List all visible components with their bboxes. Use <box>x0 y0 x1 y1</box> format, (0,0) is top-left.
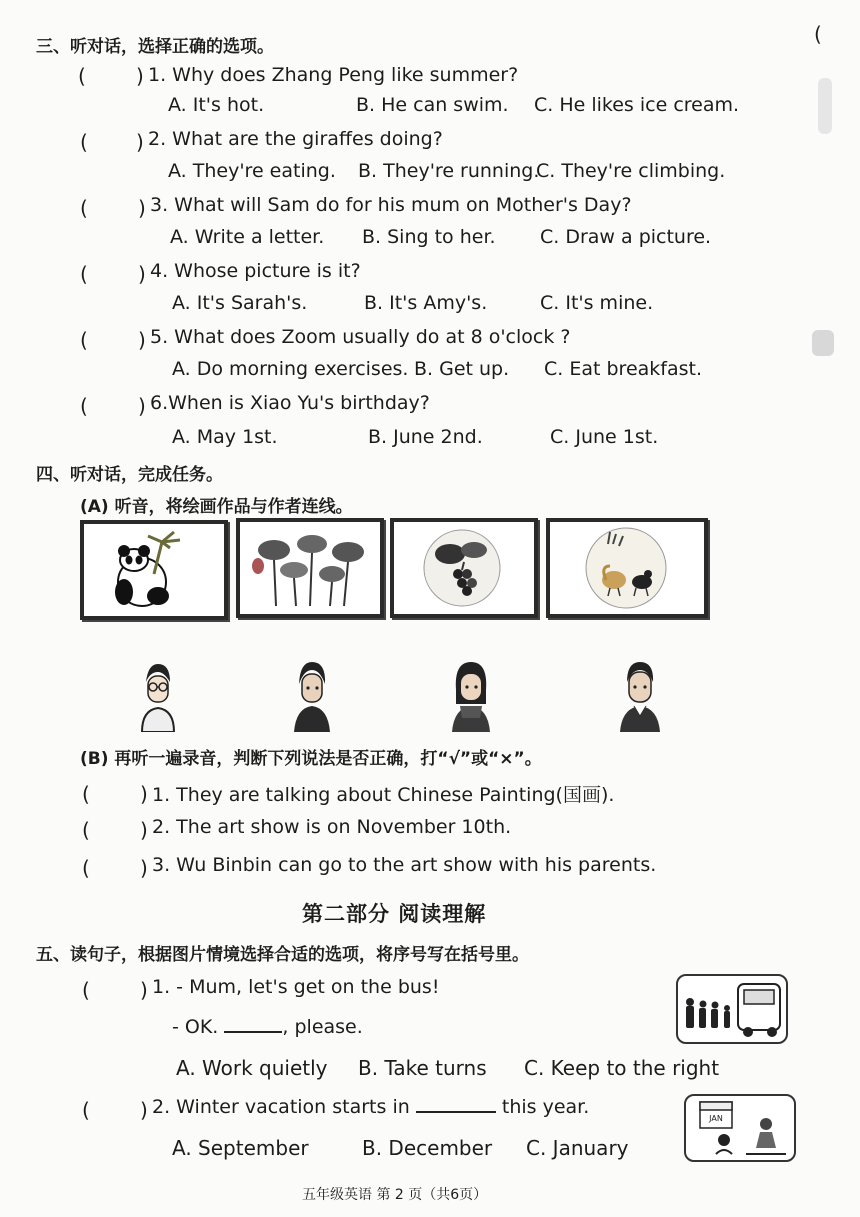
option-c: C. January <box>526 1136 629 1160</box>
question-text: 3. What will Sam do for his mum on Mother's Day? <box>150 194 632 216</box>
edge-mark <box>818 78 832 134</box>
answer-paren-open: ( <box>82 782 90 806</box>
question-text: 1. Why does Zhang Peng like summer? <box>148 64 519 86</box>
reply-line <box>172 1016 363 1038</box>
part-a-instruction: (A) 听音，将绘画作品与作者连线。 <box>80 497 353 517</box>
option-b: B. Sing to her. <box>362 226 496 248</box>
question-text: 1. - Mum, let's get on the bus! <box>152 976 440 998</box>
option-a: A. Work quietly <box>176 1056 328 1080</box>
painting-panda <box>80 520 228 620</box>
answer-paren-close: ) <box>140 1098 148 1122</box>
answer-paren-open: ( <box>82 818 90 842</box>
option-a: A. Write a letter. <box>170 226 325 248</box>
answer-paren-open: ( <box>80 394 88 418</box>
question-text: 4. Whose picture is it? <box>150 260 361 282</box>
statement-text: 2. The art show is on November 10th. <box>152 816 512 838</box>
option-c: C. He likes ice cream. <box>534 94 740 116</box>
answer-blank <box>224 1031 282 1033</box>
calendar-month-label: JAN <box>709 1114 723 1123</box>
statement-text: 1. They are talking about Chinese Painting(国画). <box>152 784 615 806</box>
option-a: A. May 1st. <box>172 426 278 448</box>
question-text: 6.When is Xiao Yu's birthday? <box>150 392 430 414</box>
edge-paren: ( <box>814 22 822 46</box>
answer-paren-open: ( <box>82 978 90 1002</box>
section-heading: 三、听对话，选择正确的选项。 <box>36 37 274 57</box>
statement-text: 3. Wu Binbin can go to the art show with his parents. <box>152 854 657 876</box>
section-heading: 五、读句子，根据图片情境选择合适的选项，将序号写在括号里。 <box>36 945 529 965</box>
option-b: B. December <box>362 1136 493 1160</box>
option-c: C. Draw a picture. <box>540 226 712 248</box>
part-b-instruction: (B) 再听一遍录音，判断下列说法是否正确，打“√”或“×”。 <box>80 749 542 769</box>
option-c: C. They're climbing. <box>536 160 726 182</box>
answer-paren-open: ( <box>82 1098 90 1122</box>
author-girl-scarf <box>446 660 496 732</box>
option-b: B. He can swim. <box>356 94 509 116</box>
section-heading: 四、听对话，完成任务。 <box>36 465 223 485</box>
answer-paren-close: ) <box>138 394 146 418</box>
question-suffix: this year. <box>501 1096 590 1118</box>
answer-paren-open: ( <box>78 64 86 88</box>
author-boy-dark <box>290 660 334 732</box>
answer-paren-open: ( <box>80 130 88 154</box>
option-a: A. It's Sarah's. <box>172 292 308 314</box>
answer-paren-close: ) <box>138 328 146 352</box>
option-a: A. It's hot. <box>168 94 265 116</box>
reply-prefix: - OK. <box>172 1016 219 1038</box>
option-b: B. It's Amy's. <box>364 292 488 314</box>
option-c: C. Keep to the right <box>524 1056 720 1080</box>
option-a: A. Do morning exercises. <box>172 358 409 380</box>
option-b: B. Get up. <box>414 358 510 380</box>
author-boy-short-hair <box>616 660 664 732</box>
edge-mark <box>812 330 834 356</box>
question-text: 2. What are the giraffes doing? <box>148 128 443 150</box>
option-a: A. September <box>172 1136 309 1160</box>
question-text <box>152 1096 589 1118</box>
option-c: C. Eat breakfast. <box>544 358 702 380</box>
painting-grapes <box>390 518 538 618</box>
part-title: 第二部分 阅读理解 <box>302 902 487 926</box>
answer-paren-close: ) <box>140 782 148 806</box>
option-a: A. They're eating. <box>168 160 336 182</box>
bus-queue-picture <box>676 974 788 1044</box>
answer-paren-close: ) <box>138 262 146 286</box>
answer-paren-close: ) <box>136 130 144 154</box>
answer-paren-open: ( <box>80 328 88 352</box>
winter-calendar-picture <box>684 1094 796 1162</box>
option-b: B. They're running. <box>358 160 540 182</box>
author-boy-glasses <box>136 660 180 732</box>
painting-lotus <box>236 518 384 618</box>
answer-blank <box>416 1111 496 1113</box>
option-b: B. June 2nd. <box>368 426 483 448</box>
painting-rooster <box>546 518 708 618</box>
answer-paren-close: ) <box>138 196 146 220</box>
answer-paren-open: ( <box>82 856 90 880</box>
reply-suffix: , please. <box>282 1016 363 1038</box>
question-prefix: 2. Winter vacation starts in <box>152 1096 410 1118</box>
option-c: C. It's mine. <box>540 292 654 314</box>
option-c: C. June 1st. <box>550 426 659 448</box>
question-text: 5. What does Zoom usually do at 8 o'clock ? <box>150 326 571 348</box>
answer-paren-open: ( <box>80 262 88 286</box>
answer-paren-close: ) <box>140 856 148 880</box>
answer-paren-close: ) <box>140 818 148 842</box>
answer-paren-open: ( <box>80 196 88 220</box>
answer-paren-close: ) <box>140 978 148 1002</box>
option-b: B. Take turns <box>358 1056 487 1080</box>
answer-paren-close: ) <box>136 64 144 88</box>
page-footer: 五年级英语 第 2 页（共6页） <box>302 1187 488 1203</box>
